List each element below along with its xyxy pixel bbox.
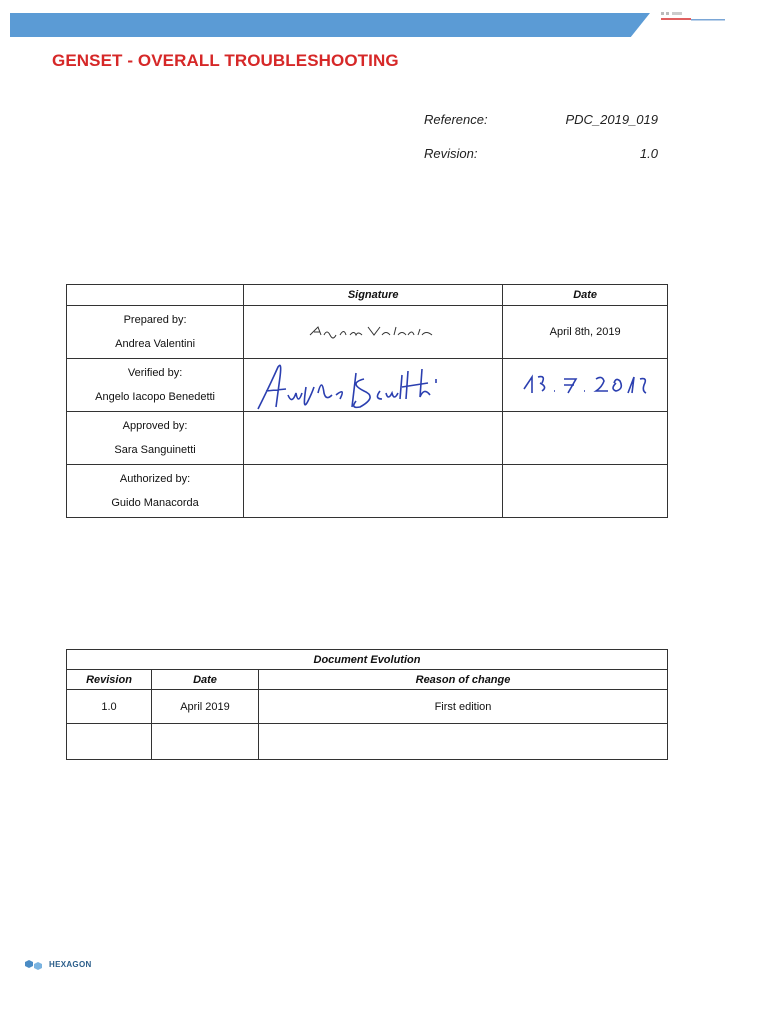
reference-value: PDC_2019_019 xyxy=(565,112,658,127)
date-column-header: Date xyxy=(152,670,259,690)
handwritten-date xyxy=(520,369,650,399)
date-cell xyxy=(152,724,259,760)
document-title: GENSET - OVERALL TROUBLESHOOTING xyxy=(52,51,399,70)
revision-cell: 1.0 xyxy=(67,690,152,724)
reason-cell xyxy=(259,724,668,760)
evolution-row xyxy=(67,690,668,724)
reason-column-header: Reason of change xyxy=(259,670,668,690)
signature-row-verified xyxy=(67,359,668,412)
footer-logo-text: HEXAGON xyxy=(49,959,92,969)
signature-cell xyxy=(244,465,503,518)
revision-value: 1.0 xyxy=(639,146,658,161)
role-label: Prepared by: xyxy=(123,314,187,326)
date-column-header: Date xyxy=(503,285,668,306)
reference-label: Reference: xyxy=(424,112,488,127)
evolution-row xyxy=(67,724,668,760)
handwritten-signature-benedetti xyxy=(252,357,492,417)
signature-row-approved xyxy=(67,412,668,465)
signature-row-prepared xyxy=(67,306,668,359)
signature-cell xyxy=(244,359,503,412)
revision-cell xyxy=(67,724,152,760)
person-name: Guido Manacorda xyxy=(111,497,199,509)
date-value: April 8th, 2019 xyxy=(549,326,621,338)
handwritten-signature-valentini xyxy=(308,323,438,339)
document-evolution-table xyxy=(66,649,668,760)
role-label: Approved by: xyxy=(122,420,188,432)
revision-column-header: Revision xyxy=(67,670,152,690)
date-cell xyxy=(503,465,668,518)
person-name: Sara Sanguinetti xyxy=(114,444,196,456)
role-label: Authorized by: xyxy=(119,473,191,485)
date-cell: April 2019 xyxy=(152,690,259,724)
revision-label: Revision: xyxy=(424,146,478,161)
reason-cell: First edition xyxy=(259,690,668,724)
document-evolution-title: Document Evolution xyxy=(67,650,668,670)
signature-column-header: Signature xyxy=(244,285,503,306)
signature-cell xyxy=(244,412,503,465)
date-cell xyxy=(503,412,668,465)
hexagon-logo-icon xyxy=(23,958,45,970)
company-logo xyxy=(657,10,727,24)
signature-table-header-empty xyxy=(67,285,244,306)
signature-cell xyxy=(244,306,503,359)
signature-table xyxy=(66,284,668,518)
signature-row-authorized xyxy=(67,465,668,518)
person-name: Andrea Valentini xyxy=(115,338,196,350)
person-name: Angelo Iacopo Benedetti xyxy=(95,391,215,403)
role-label: Verified by: xyxy=(127,367,183,379)
footer-logo xyxy=(23,958,92,970)
date-cell xyxy=(503,306,668,359)
header-bar xyxy=(10,13,650,37)
date-cell xyxy=(503,359,668,412)
